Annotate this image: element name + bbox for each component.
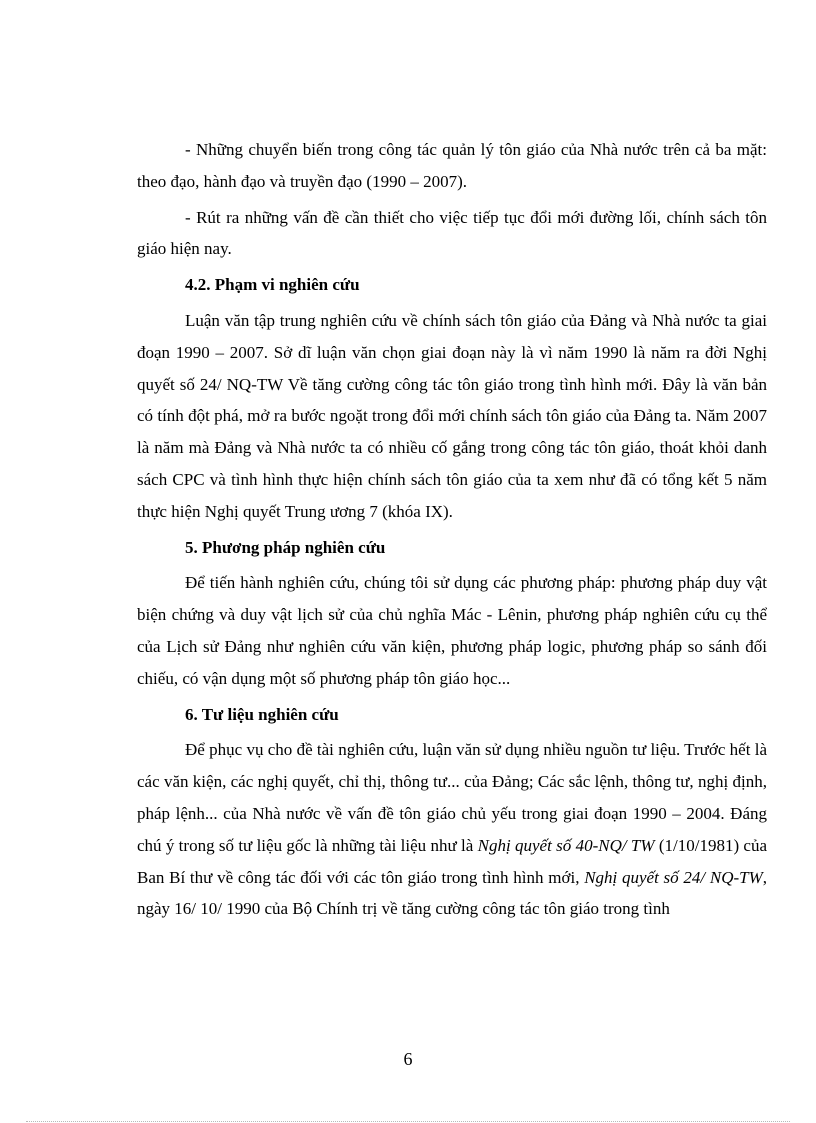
section-heading-methods: 5. Phương pháp nghiên cứu <box>185 537 386 557</box>
scope-paragraph: Luận văn tập trung nghiên cứu về chính sách tôn giáo của Đảng và Nhà nước ta giai đoạn 1990 – 2007. Sở dĩ luận văn chọn giai đoạn này là vì năm 1990 là năm ra đời Nghị quyết số 24/ NQ-TW Về tăng cường công tác tôn giáo trong tình hình mới. Đây là văn bản có tính đột phá, mở ra bước ngoặt trong đổi mới chính sách tôn giáo của Đảng ta. Năm 2007 là năm mà Đảng và Nhà nước ta có nhiều cố gắng trong công tác tôn giáo, thoát khỏi danh sách CPC và tình hình thực hiện chính sách tôn giáo của ta xem như đã có tổng kết 5 năm thực hiện Nghị quyết Trung ương 7 (khóa IX). <box>137 310 767 521</box>
sources-text-part-2: (1/10/1981) của Ban Bí thư về công tác đối với các tôn giáo trong tình hình mới, <box>137 835 768 887</box>
page-bottom-divider <box>26 1121 790 1122</box>
sources-text-part-1: Để phục vụ cho đề tài nghiên cứu, luận văn sử dụng nhiều nguồn tư liệu. Trước hết là các văn kiện, các nghị quyết, chỉ thị, thông tư... của Đảng; Các sắc lệnh, thông tư, nghị định, pháp lệnh... của Nhà nước về vấn đề tôn giáo chủ yếu trong giai đoạn 1990 – 2004. Đáng chú ý trong số tư liệu gốc là những tài liệu như là <box>137 740 767 855</box>
bullet-paragraph-1: - Những chuyển biến trong công tác quản lý tôn giáo của Nhà nước trên cả ba mặt: theo đạo, hành đạo và truyền đạo (1990 – 2007). <box>137 140 767 191</box>
methods-paragraph: Để tiến hành nghiên cứu, chúng tôi sử dụng các phương pháp: phương pháp duy vật biện chứng và duy vật lịch sử của chủ nghĩa Mác - Lênin, phương pháp nghiên cứu cụ thể của Lịch sử Đảng như nghiên cứu văn kiện, phương pháp logic, phương pháp so sánh đối chiếu, có vận dụng một số phương pháp tôn giáo học... <box>137 573 767 688</box>
sources-paragraph <box>137 734 767 925</box>
document-body <box>137 134 767 929</box>
resolution-40-title: Nghị quyết số 40-NQ/ TW <box>477 835 655 855</box>
section-heading-sources: 6. Tư liệu nghiên cứu <box>185 704 339 724</box>
section-heading-scope: 4.2. Phạm vi nghiên cứu <box>185 275 360 295</box>
page-number: 6 <box>403 1049 413 1069</box>
resolution-24-title: Nghị quyết số 24/ NQ-TW <box>584 867 763 887</box>
sources-text-part-3: , ngày 16/ 10/ 1990 của Bộ Chính trị về tăng cường công tác tôn giáo trong tình <box>137 867 768 919</box>
bullet-paragraph-2: - Rút ra những vấn đề cần thiết cho việc tiếp tục đổi mới đường lối, chính sách tôn giáo hiện nay. <box>137 207 767 259</box>
